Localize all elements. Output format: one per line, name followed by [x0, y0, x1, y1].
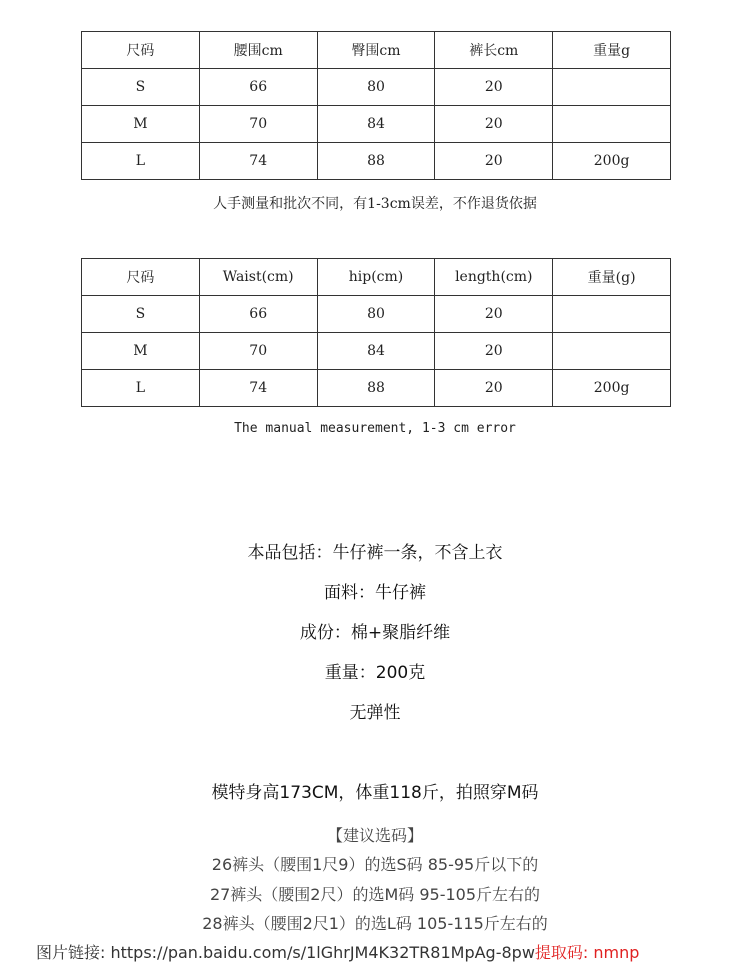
table-cell: 20 — [435, 143, 553, 180]
table-cell: S — [82, 69, 200, 106]
table-cell — [553, 296, 671, 333]
table-cell: 200g — [553, 370, 671, 407]
header-cell: Waist(cm) — [199, 259, 317, 296]
header-cell: 重量(g) — [553, 259, 671, 296]
extraction-code-text: 提取码: nmnp — [534, 943, 640, 962]
table-cell: 20 — [435, 69, 553, 106]
table-cell: 20 — [435, 333, 553, 370]
table-cell: M — [82, 106, 200, 143]
header-cell: 裤长cm — [435, 32, 553, 69]
table-cell: 66 — [199, 69, 317, 106]
composition-text: 成份：棉+聚脂纤维 — [299, 623, 451, 643]
table-row — [82, 143, 671, 180]
package-includes-text: 本品包括：牛仔裤一条，不含上衣 — [247, 543, 503, 563]
table-cell: L — [82, 370, 200, 407]
table-cell: 70 — [199, 333, 317, 370]
model-info-text: 模特身高173CM，体重118斤，拍照穿M码 — [211, 783, 539, 803]
table-cell — [553, 106, 671, 143]
table-row — [82, 296, 671, 333]
fabric-text: 面料：牛仔裤 — [324, 583, 426, 603]
size-recommendation-title: 【建议选码】 — [326, 826, 423, 845]
table-cell: L — [82, 143, 200, 180]
table-row — [82, 106, 671, 143]
header-cell: hip(cm) — [317, 259, 435, 296]
table-cell: 20 — [435, 370, 553, 407]
header-cell: 重量g — [553, 32, 671, 69]
table-cell — [553, 69, 671, 106]
header-cell: length(cm) — [435, 259, 553, 296]
table-cell: 84 — [317, 333, 435, 370]
table-cell: 200g — [553, 143, 671, 180]
table-header-row — [82, 32, 671, 69]
weight-text: 重量：200克 — [324, 663, 426, 683]
table-cell: 88 — [317, 370, 435, 407]
table-cell: 66 — [199, 296, 317, 333]
table-cell: M — [82, 333, 200, 370]
header-cell: 尺码 — [82, 259, 200, 296]
size-table-chinese — [81, 31, 671, 180]
download-link-text[interactable]: 图片链接: https://pan.baidu.com/s/1lGhrJM4K32TR81MpAg-8pw — [36, 943, 535, 962]
table-cell: 80 — [317, 69, 435, 106]
size-recommendation-line: 26裤头（腰围1尺9）的选S码 85-95斤以下的 — [211, 855, 539, 874]
header-cell: 尺码 — [82, 32, 200, 69]
table-cell: 80 — [317, 296, 435, 333]
header-cell: 腰围cm — [199, 32, 317, 69]
table-row — [82, 69, 671, 106]
header-cell: 臀围cm — [317, 32, 435, 69]
table-cell: 74 — [199, 370, 317, 407]
table-cell: 88 — [317, 143, 435, 180]
elasticity-text: 无弹性 — [349, 703, 401, 723]
table-cell: 20 — [435, 106, 553, 143]
table-cell — [553, 333, 671, 370]
measurement-note-chinese: 人手测量和批次不同，有1-3cm误差，不作退货依据 — [213, 196, 537, 212]
table-cell: 70 — [199, 106, 317, 143]
table-row — [82, 333, 671, 370]
size-table-english — [81, 258, 671, 407]
table-cell: 84 — [317, 106, 435, 143]
table-row — [82, 370, 671, 407]
table-cell: 20 — [435, 296, 553, 333]
size-recommendation-line: 28裤头（腰围2尺1）的选L码 105-115斤左右的 — [202, 914, 548, 933]
size-recommendation-line: 27裤头（腰围2尺）的选M码 95-105斤左右的 — [209, 885, 541, 904]
table-header-row — [82, 259, 671, 296]
measurement-note-english: The manual measurement, 1-3 cm error — [234, 421, 516, 436]
table-cell: 74 — [199, 143, 317, 180]
table-cell: S — [82, 296, 200, 333]
